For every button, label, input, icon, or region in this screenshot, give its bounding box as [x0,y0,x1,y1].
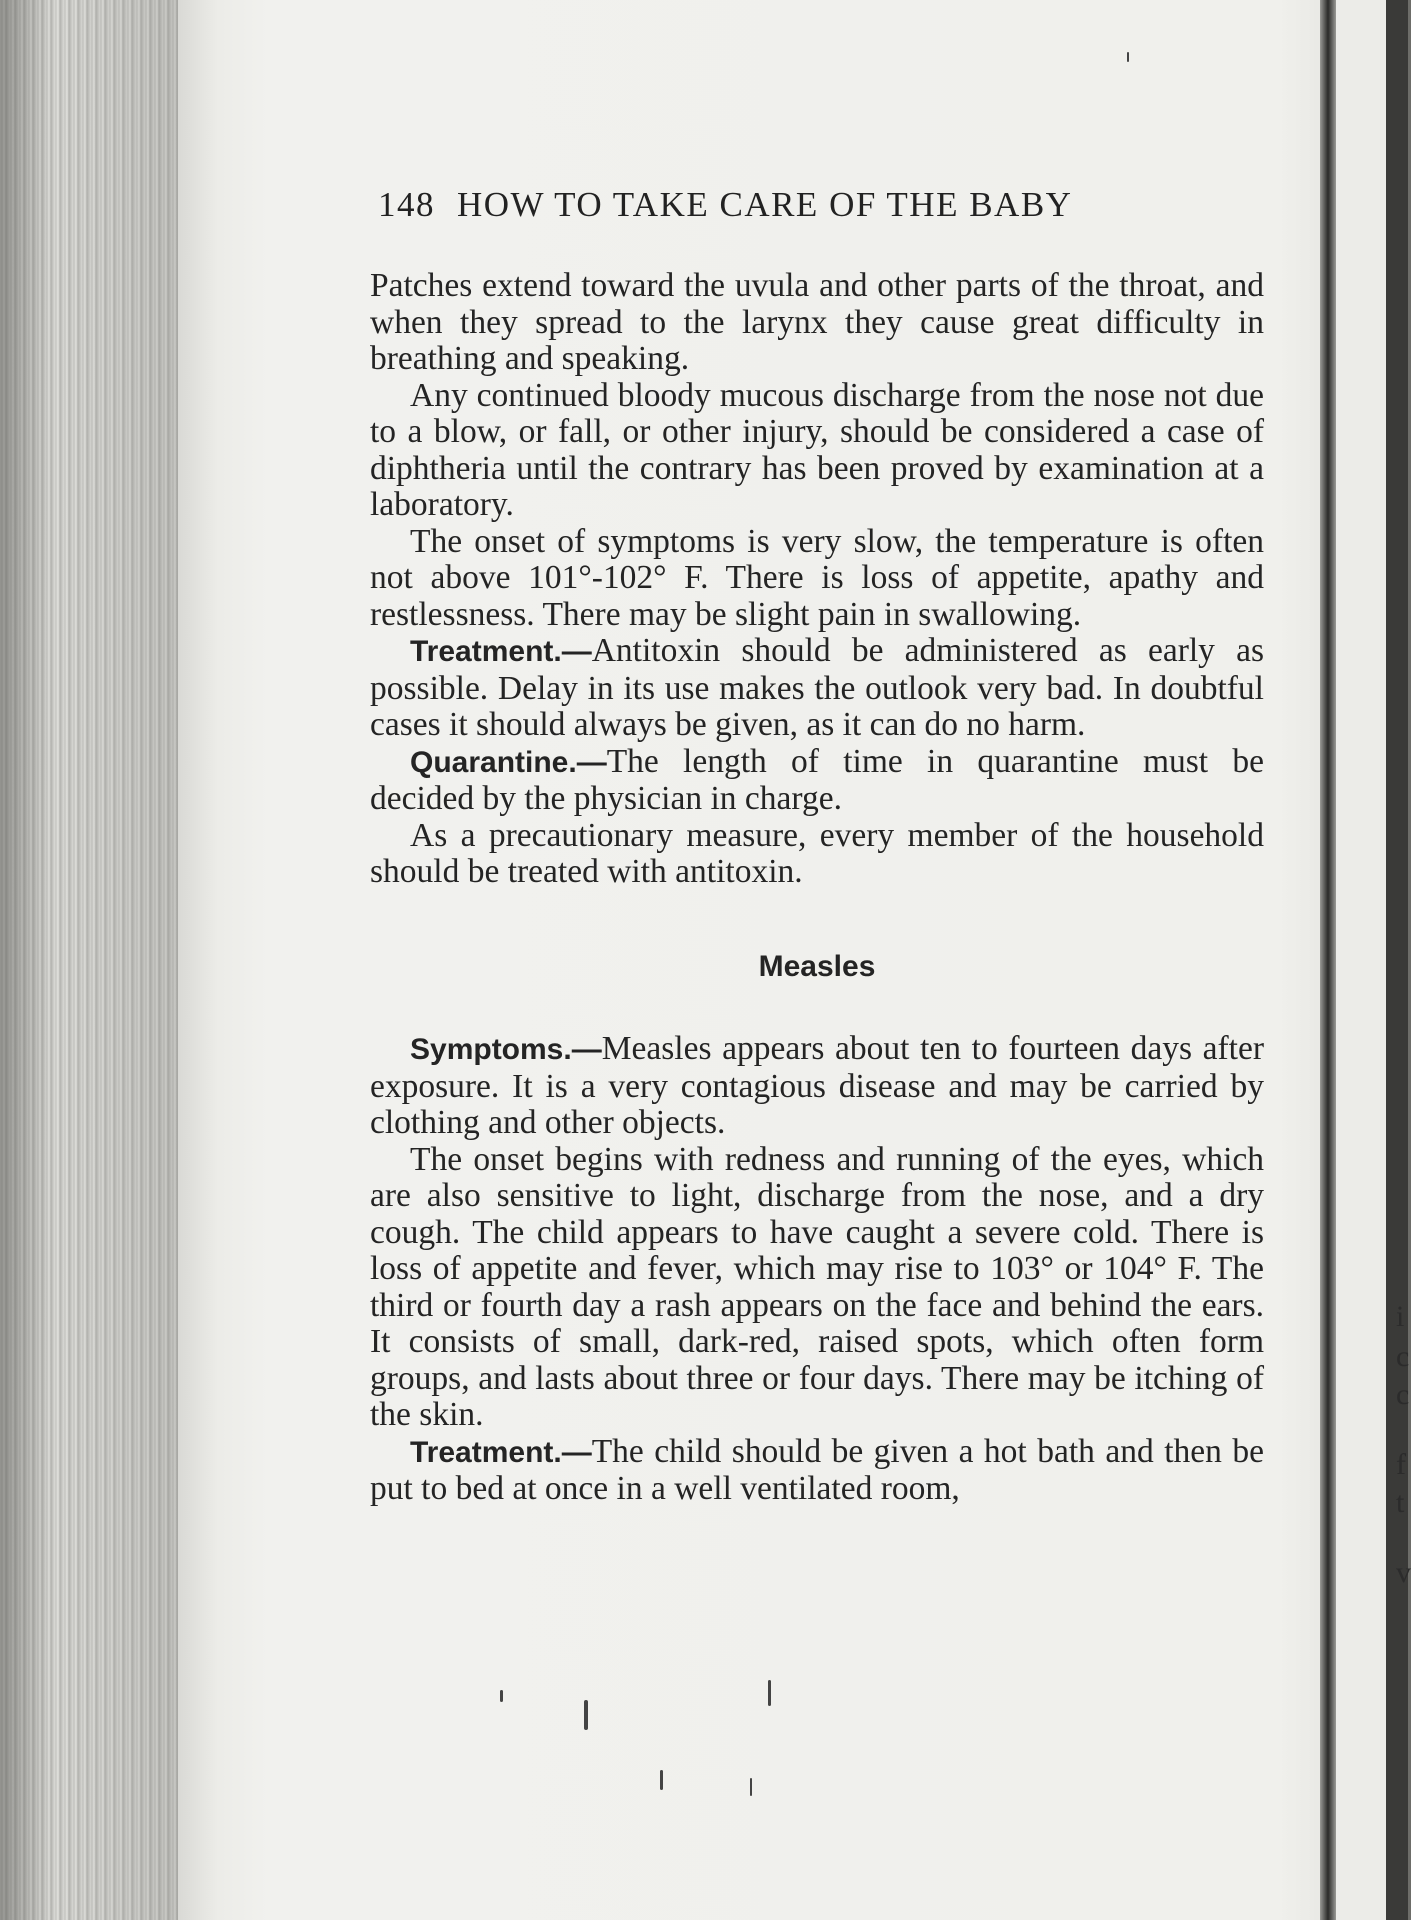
paragraph-text: The onset begins with redness and running of the eyes, which are also sensitive to light, discharge from the nose, and a dry cough. The child appears to have caught a severe cold. There is loss of appetite and fever, which may rise to 103° or 104° F. The third or fourth day a rash appears on the face and behind the ears. It consists of small, dark-red, raised spots, which often form groups, and lasts about three or four days. There may be itching of the skin. [370,1140,1264,1433]
next-page-fragment: i [1396,1300,1405,1333]
ink-speck [768,1680,771,1706]
paragraph-text: As a precautionary measure, every member of the household should be treated with antitoxin. [370,816,1264,890]
ink-speck [1127,52,1129,62]
paragraph [370,1031,1264,1142]
paragraph [370,268,1264,378]
paragraph [370,1434,1264,1508]
next-page-edge [1336,0,1386,1920]
paragraph-text: The onset of symptoms is very slow, the temperature is often not above 101°-102° F. There is loss of appetite, apathy and restlessness. There may be slight pain in swallowing. [370,522,1264,633]
ink-speck [750,1778,752,1796]
paragraph [370,524,1264,634]
next-page-fragment: v [1396,1556,1411,1589]
paragraph-text: The child should be given a hot bath and then be put to bed at once in a well ventilated room, [370,1432,1264,1507]
section-heading: Measles [758,949,876,983]
page-gutter [1320,0,1336,1920]
run-in-heading: Quarantine.— [410,745,607,779]
next-page-fragment: t [1396,1486,1405,1519]
running-header [378,185,1208,225]
paragraph-text: Antitoxin should be administered as early as possible. Delay in its use makes the outlook very bad. In doubtful cases it should always be given, as it can do no harm. [370,632,1264,743]
paragraph-text: Measles appears about ten to fourteen days after exposure. It is a very contagious disease and may be carried by clothing and other objects. [370,1030,1264,1141]
paragraph [370,633,1264,744]
paragraph [370,818,1264,891]
next-page-fragment: f [1396,1448,1406,1481]
paragraph [370,378,1264,524]
paragraph-text: Any continued bloody mucous discharge from the nose not due to a blow, or fall, or other injury, should be considered a case of diphtheria until the contrary has been proved by examination at a laboratory. [370,376,1264,523]
running-title: HOW TO TAKE CARE OF THE BABY [457,185,1073,224]
next-page-fragment: c [1396,1378,1410,1411]
page-number: 148 [378,185,435,224]
body-text [370,268,1264,1508]
paragraph [370,744,1264,818]
background [1386,0,1408,1920]
paragraph-text: The length of time in quarantine must be decided by the physician in charge. [370,742,1264,817]
ink-speck [584,1700,588,1730]
run-in-heading: Treatment.— [410,635,592,668]
ink-speck [660,1770,663,1790]
paragraph-text: Patches extend toward the uvula and other parts of the throat, and when they spread to the larynx they cause great difficulty in breathing and speaking. [370,267,1264,377]
run-in-heading: Symptoms.— [410,1033,602,1066]
run-in-heading: Treatment.— [410,1435,592,1469]
page-edges [0,0,178,1920]
paragraph [370,1142,1264,1434]
ink-speck [500,1690,503,1702]
next-page-fragment: c [1396,1340,1410,1373]
